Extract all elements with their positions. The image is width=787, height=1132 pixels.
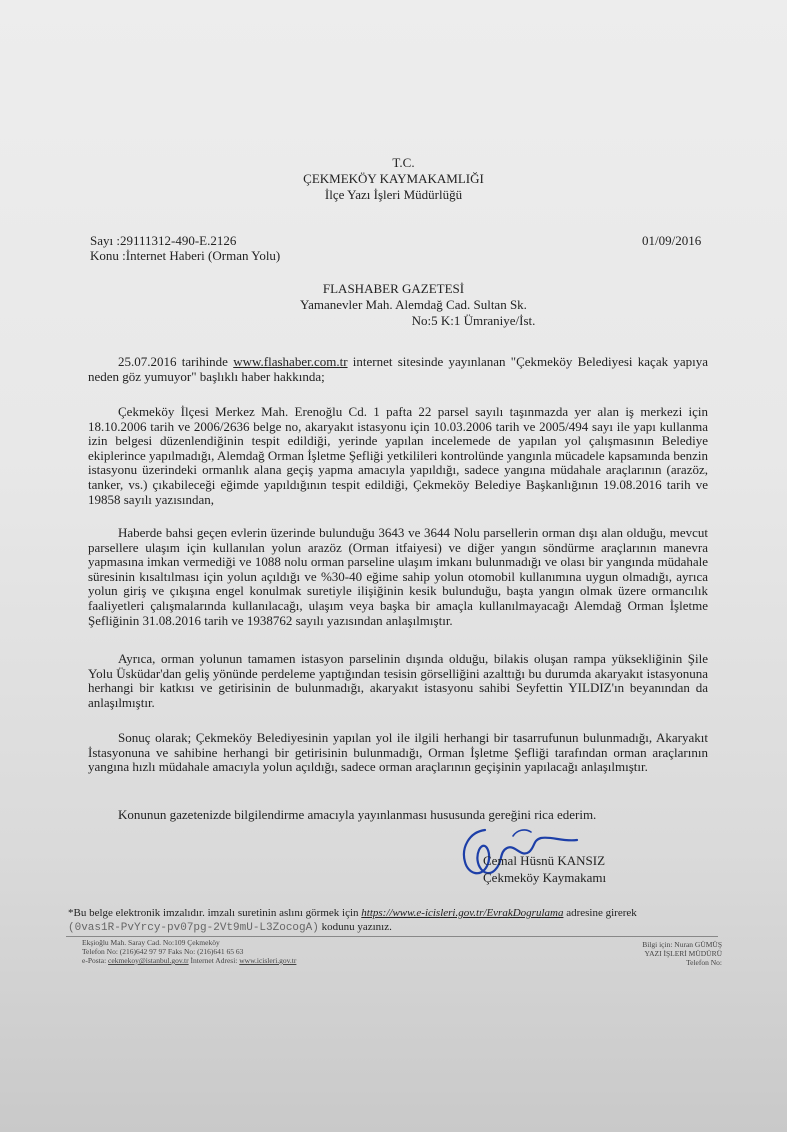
signer-block: [483, 852, 606, 886]
footer-address: Ekşioğlu Mah. Saray Cad. No:109 Çekmeköy: [82, 938, 220, 947]
note-suffix: adresine girerek: [563, 907, 637, 919]
email-link[interactable]: cekmekoy@istanbul.gov.tr: [108, 956, 189, 965]
verification-link[interactable]: https://www.e-icisleri.gov.tr/EvrakDogrulama: [361, 907, 564, 919]
p1-text-b: internet sitesinde yayınlanan "Çekmeköy Belediyesi kaçak yapıya neden göz yumuyor" başlıklı haber hakkında;: [88, 354, 708, 384]
recipient-address-1: Yamanevler Mah. Alemdağ Cad. Sultan Sk.: [300, 297, 527, 312]
footer-info-person: Bilgi için: Nuran GÜMÜŞ: [642, 940, 722, 949]
footer-phone: Telefon No: (216)642 97 97 Faks No: (216)641 65 63: [82, 947, 244, 956]
footer-email-web: e-Posta: cekmekoy@istanbul.gov.tr İnternet Adresi: www.icisleri.gov.tr: [82, 956, 297, 965]
paragraph-4: [88, 652, 708, 710]
header-mudurluk: İlçe Yazı İşleri Müdürlüğü: [324, 187, 463, 202]
recipient-name: FLASHABER GAZETESİ: [322, 281, 465, 296]
footer-divider: [66, 936, 718, 937]
code-suffix: kodunu yazınız.: [318, 921, 392, 933]
konu-line: Konu :İnternet Haberi (Orman Yolu): [90, 248, 281, 263]
footer-info-role: YAZI İŞLERİ MÜDÜRÜ: [644, 949, 722, 958]
reference-block: [90, 233, 280, 263]
signer-name: Cemal Hüsnü KANSIZ: [483, 853, 606, 868]
recipient-address-2: No:5 K:1 Ümraniye/İst.: [411, 313, 536, 328]
sayi-line: Sayı :29111312-490-E.2126: [90, 233, 237, 248]
verification-code: (0vas1R-PvYrcy-pv07pg-2Vt9mU-L3ZocogA): [68, 922, 319, 934]
paragraph-3: [88, 526, 708, 628]
p5-text: Sonuç olarak; Çekmeköy Belediyesinin yapılan yol ile ilgili herhangi bir tasarrufunun bulunmadığı, Akaryakıt İstasyonuna ve sahibine herhangi bir getirisinin bulunmadığı, Orman İşletme Şefliği tarafından orman araçlarının yangına hızlı müdahale amacıyla yolun açıldığı, sadece orman araçlarının geçişinin yapılacağı anlaşılmıştır.: [88, 730, 708, 775]
e-signature-note: [68, 906, 718, 935]
document-date: 01/09/2016: [642, 233, 702, 248]
p3-text: Haberde bahsi geçen evlerin üzerinde bulunduğu 3643 ve 3644 Nolu parsellerin orman dışı alan olduğu, mevcut parsellere ulaşım için kullanılan yolun arazöz (Orman itfaiyesi) ve diğer yangın söndürme araçlarının manevra yapmasına imkan vermediği ve 1088 nolu orman parseline ulaşım imkanı bulunmadığı ve olası bir yangında müdahale süresinin kısaltılması için yolun açıldığı ve %30-40 eğime sahip yolun otomobil kullanımına uygun olmadığı, ayrıca yolun giriş ve çıkışına engel konulmak suretiyle ilişiğinin kesik bulunduğu, başta yangın olmak üzere ormancılık faaliyetleri çalışmalarında kullanılacağı, ulaşım veya başka bir amaçla kullanılmayacağı Alemdağ Orman İşletme Şefliğinin 31.08.2016 tarih ve 1938762 sayılı yazısından anlaşılmıştır.: [88, 525, 708, 628]
p1-text-a: 25.07.2016 tarihinde: [118, 354, 234, 369]
signer-title: Çekmeköy Kaymakamı: [483, 870, 607, 885]
paragraph-2: [88, 405, 708, 507]
paragraph-6: [88, 808, 708, 823]
paragraph-5: [88, 731, 708, 775]
p4-text: Ayrıca, orman yolunun tamamen istasyon parselinin dışında olduğu, bilakis oluşan rampa yüksekliğinin Şile Yolu Üsküdar'dan geliş yönünde perdeleme yaptığından tesisin görselliğini azalttığı bu durumda akaryakıt istasyonuna herhangi bir katkısı ve getirisinin de bulunmadığı, akaryakıt istasyonu sahibi Seyfettin YILDIZ'ın beyanından da anlaşılmıştır.: [88, 651, 708, 710]
p2-text: Çekmeköy İlçesi Merkez Mah. Erenoğlu Cd. 1 pafta 22 parsel sayılı taşınmazda yer alan iş merkezi için 18.10.2006 tarih ve 2006/2636 belge no, akaryakıt istasyonu için 10.03.2006 tarih ve 2005/494 sayı ile yapı kullanma izin belgesi düzenlendiğinin tespit edildiği, yerinde yapılan incelemede de yapılan yol çalışmasının Belediye ekiplerince yapılmadığı, Alemdağ Orman İşletme Şefliği yetkilileri kontrolünde yangınla mücadele kapsamında benzin istasyonu üzerindeki ormanlık alana geçiş yapma amacıyla yapıldığı, sadece yangına müdahale araçlarının (arazöz, tanker, vs.) çıkabileceği eğimde yapıldığının tespit edildiği, Çekmeköy Belediye Başkanlığının 19.08.2016 tarih ve 19858 sayılı yazısından,: [88, 404, 708, 507]
header-tc: T.C.: [392, 155, 415, 170]
p6-text: Konunun gazetenizde bilgilendirme amacıyla yayınlanması hususunda gereğini rica ederim.: [118, 807, 597, 822]
flashaber-link[interactable]: www.flashaber.com.tr: [233, 354, 348, 369]
footer-contact: [82, 938, 296, 965]
header-kaymakamlik: ÇEKMEKÖY KAYMAKAMLIĞI: [303, 171, 484, 186]
note-prefix: *Bu belge elektronik imzalıdır. imzalı suretinin aslını görmek için: [68, 907, 362, 919]
paragraph-1: [88, 355, 708, 384]
footer-info: [580, 940, 722, 967]
footer-info-tel: Telefon No:: [686, 958, 722, 967]
web-link[interactable]: www.icisleri.gov.tr: [239, 956, 297, 965]
letterhead: [0, 155, 787, 203]
recipient-block: [0, 281, 787, 329]
